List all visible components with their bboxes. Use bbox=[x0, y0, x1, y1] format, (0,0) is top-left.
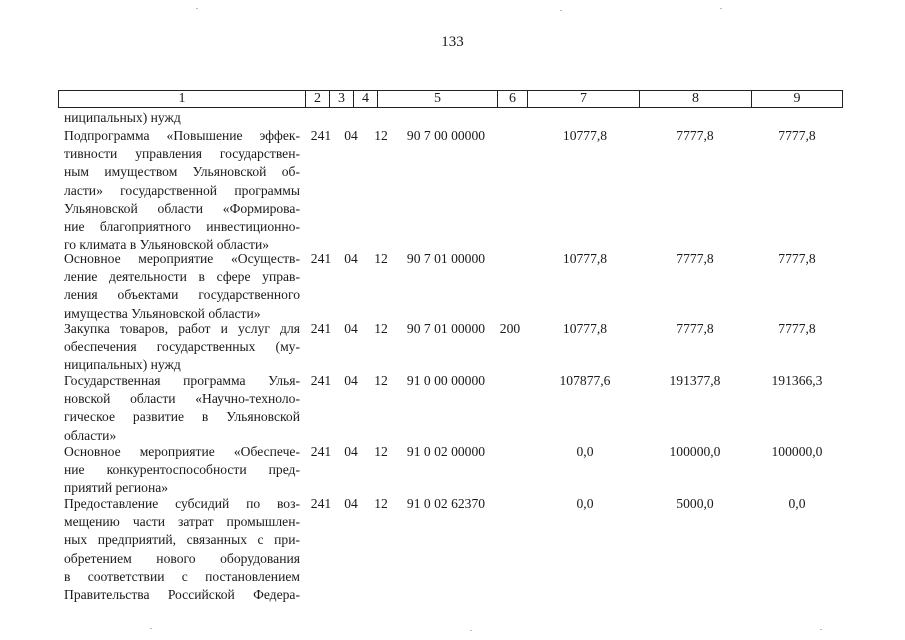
scan-speck bbox=[820, 629, 822, 630]
row-description bbox=[64, 250, 300, 323]
description-line: ления объектами государственного bbox=[64, 287, 300, 303]
description-line: Основное мероприятие «Обеспече- bbox=[64, 444, 300, 459]
description-line: ным имуществом Ульяновской об- bbox=[64, 164, 300, 180]
cell-col-4: 12 bbox=[374, 128, 388, 143]
cell-col-7: 10777,8 bbox=[562, 321, 608, 336]
description-line: ление деятельности в сфере управ- bbox=[64, 269, 300, 285]
scan-speck bbox=[196, 8, 198, 9]
description-line: в соответствии с постановлением bbox=[64, 568, 300, 584]
cell-col-2: 241 bbox=[310, 128, 332, 143]
cell-col-5: 91 0 00 00000 bbox=[406, 373, 486, 388]
cell-col-2: 241 bbox=[310, 496, 332, 511]
scan-speck bbox=[470, 630, 472, 631]
cell-col-2: 241 bbox=[310, 251, 332, 266]
description-line: ниципальных) нужд bbox=[64, 110, 181, 125]
description-line: ниципальных) нужд bbox=[64, 357, 181, 373]
description-line: имущества Ульяновской области» bbox=[64, 305, 261, 321]
description-line: гическое развитие в Ульяновской bbox=[64, 409, 300, 425]
cell-col-5: 90 7 01 00000 bbox=[406, 251, 486, 266]
row-description bbox=[64, 443, 300, 498]
cell-col-8: 191377,8 bbox=[669, 373, 721, 388]
table-header-row bbox=[58, 90, 843, 108]
row-description bbox=[64, 127, 300, 254]
description-line: приятий региона» bbox=[64, 480, 169, 496]
description-line: новской области «Научно-техноло- bbox=[64, 391, 300, 407]
cell-col-8: 7777,8 bbox=[676, 251, 714, 266]
description-line: ние благоприятного инвестиционно- bbox=[64, 219, 300, 235]
description-line: обеспечения государственных (му- bbox=[64, 339, 300, 355]
cell-col-8: 100000,0 bbox=[669, 444, 721, 459]
description-line: Правительства Российской Федера- bbox=[64, 587, 300, 603]
cell-col-8: 5000,0 bbox=[676, 496, 714, 511]
row-description bbox=[64, 495, 300, 604]
cell-col-7: 10777,8 bbox=[562, 128, 608, 143]
cell-col-9: 7777,8 bbox=[778, 321, 816, 336]
row-description bbox=[64, 372, 300, 445]
cell-col-5: 90 7 00 00000 bbox=[406, 128, 486, 143]
header-col-6: 6 bbox=[497, 91, 527, 107]
description-line: тивности управления государствен- bbox=[64, 146, 300, 162]
header-col-9: 9 bbox=[751, 91, 842, 107]
cell-col-8: 7777,8 bbox=[676, 128, 714, 143]
description-line: Предоставление субсидий по воз- bbox=[64, 496, 300, 511]
cell-col-4: 12 bbox=[374, 251, 388, 266]
description-line: ных предприятий, связанных с при- bbox=[64, 532, 300, 548]
cell-col-5: 91 0 02 00000 bbox=[406, 444, 486, 459]
row-description bbox=[64, 320, 300, 375]
cell-col-2: 241 bbox=[310, 444, 332, 459]
cell-col-9: 7777,8 bbox=[778, 251, 816, 266]
description-line: ласти» государственной программы bbox=[64, 182, 300, 198]
cell-col-7: 10777,8 bbox=[562, 251, 608, 266]
cell-col-2: 241 bbox=[310, 373, 332, 388]
cell-col-3: 04 bbox=[344, 251, 358, 266]
cell-col-9: 100000,0 bbox=[771, 444, 823, 459]
cell-col-3: 04 bbox=[344, 128, 358, 143]
cell-col-5: 90 7 01 00000 bbox=[406, 321, 486, 336]
page-number: 133 bbox=[441, 34, 464, 50]
cell-col-4: 12 bbox=[374, 373, 388, 388]
header-col-2: 2 bbox=[305, 91, 329, 107]
cell-col-3: 04 bbox=[344, 321, 358, 336]
cell-col-9: 191366,3 bbox=[771, 373, 823, 388]
description-line: Подпрограмма «Повышение эффек- bbox=[64, 128, 300, 143]
cell-col-4: 12 bbox=[374, 444, 388, 459]
header-col-8: 8 bbox=[639, 91, 751, 107]
description-line: Закупка товаров, работ и услуг для bbox=[64, 321, 300, 336]
header-col-4: 4 bbox=[353, 91, 377, 107]
row-description bbox=[64, 109, 300, 127]
description-line: мещению части затрат промышлен- bbox=[64, 514, 300, 530]
description-line: го климата в Ульяновской области» bbox=[64, 237, 270, 253]
cell-col-5: 91 0 02 62370 bbox=[406, 496, 486, 511]
cell-col-3: 04 bbox=[344, 373, 358, 388]
scan-speck bbox=[560, 10, 562, 11]
description-line: Ульяновской области «Формирова- bbox=[64, 200, 300, 216]
description-line: обретением нового оборудования bbox=[64, 550, 300, 566]
cell-col-6: 200 bbox=[499, 321, 521, 336]
header-col-7: 7 bbox=[527, 91, 639, 107]
cell-col-7: 107877,6 bbox=[559, 373, 611, 388]
cell-col-9: 0,0 bbox=[788, 496, 806, 511]
description-line: Государственная программа Улья- bbox=[64, 373, 300, 388]
cell-col-2: 241 bbox=[310, 321, 332, 336]
cell-col-7: 0,0 bbox=[576, 444, 594, 459]
cell-col-3: 04 bbox=[344, 444, 358, 459]
header-col-3: 3 bbox=[329, 91, 353, 107]
description-line: области» bbox=[64, 427, 117, 443]
header-col-1: 1 bbox=[178, 91, 186, 106]
description-line: ние конкурентоспособности пред- bbox=[64, 462, 300, 478]
header-col-5: 5 bbox=[377, 91, 497, 107]
cell-col-7: 0,0 bbox=[576, 496, 594, 511]
cell-col-4: 12 bbox=[374, 496, 388, 511]
description-line: Основное мероприятие «Осуществ- bbox=[64, 251, 300, 266]
cell-col-9: 7777,8 bbox=[778, 128, 816, 143]
scan-speck bbox=[150, 628, 152, 629]
scan-speck bbox=[720, 8, 722, 9]
cell-col-8: 7777,8 bbox=[676, 321, 714, 336]
cell-col-4: 12 bbox=[374, 321, 388, 336]
cell-col-3: 04 bbox=[344, 496, 358, 511]
